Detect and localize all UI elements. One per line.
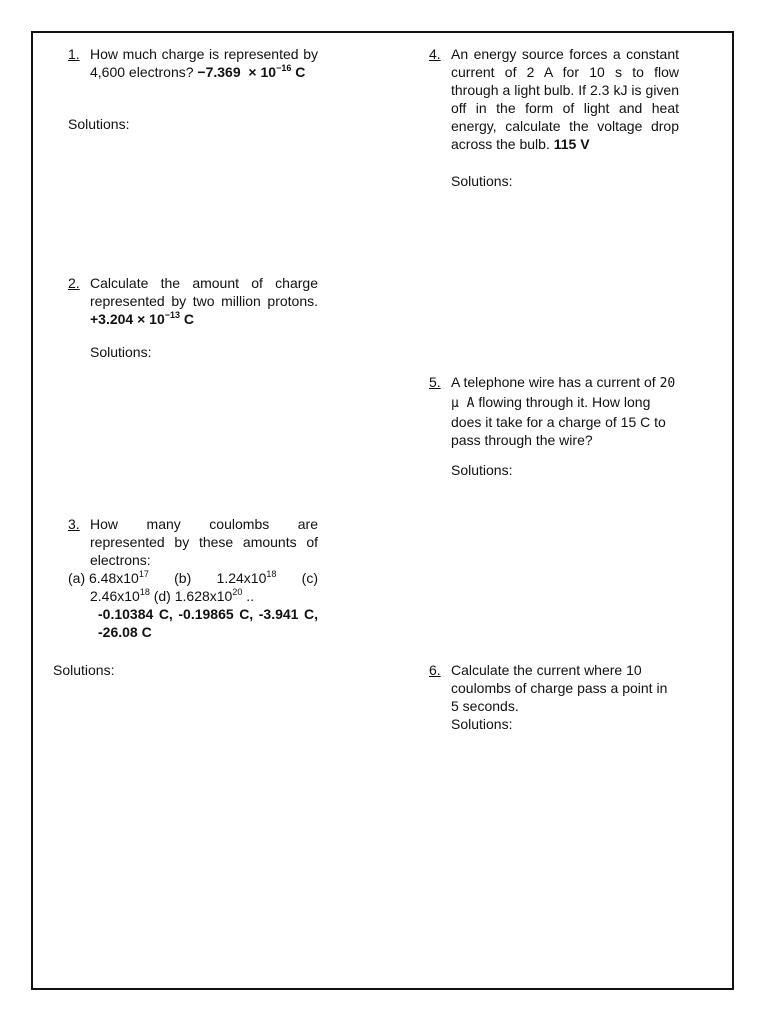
solutions-label-1: Solutions: [68,116,130,132]
solutions-label-6: Solutions: [451,716,513,732]
page-frame [31,31,734,990]
question-number: 6. [429,662,441,678]
question-text: Calculate the amount of charge represented by two million protons. $+3.204 \times 10^{-13}$ C [90,275,318,327]
solutions-label-2: Solutions: [90,344,152,360]
question-number: 1. [68,46,80,62]
question-5 [429,373,679,449]
question-text: How many coulombs are represented by these amounts of electrons: [90,516,318,568]
question-number: 4. [429,46,441,62]
options-line-1: (a) $6.48x10^{17}$ (b) $1.24x10^{18}$ (c) [68,569,318,586]
question-number: 2. [68,275,80,291]
answer: $+3.204 \times 10^{-13}$ C [90,310,195,327]
solutions-label-4: Solutions: [451,173,513,189]
question-text: A telephone wire has a current of 20 μ A flowing through it. How long does it take for a charge of 15 C to pass through the wire? [451,374,676,448]
question-3 [68,515,318,641]
question-number: 5. [429,374,441,390]
question-number: 3. [68,516,80,532]
answer: 115 V [553,136,590,152]
answer: $-7.369 \times 10^{-16}$ C [197,63,306,80]
question-text: Calculate the current where 10 coulombs of charge pass a point in 5 seconds. Solutions: [451,662,668,732]
options-line-2: $2.46x10^{18}$ (d) $1.628x10^{20}$ .. [90,587,255,604]
answer: -0.10384 C, -0.19865 C, -3.941 C, -26.08 C [98,606,318,640]
question-6 [429,661,679,733]
question-2 [68,274,318,328]
question-4 [429,45,679,153]
question-text: An energy source forces a constant current of 2 A for 10 s to flow through a light bulb. If 2.3 kJ is given off in the form of light and heat energy, calculate the voltage drop across the bulb. 115 V [451,46,679,152]
solutions-label-3: Solutions: [53,662,115,678]
question-1 [68,45,318,81]
question-text: How much charge is represented by 4,600 electrons? $-7.369 \times 10^{-16}$ C [90,46,318,80]
solutions-label-5: Solutions: [451,462,513,478]
